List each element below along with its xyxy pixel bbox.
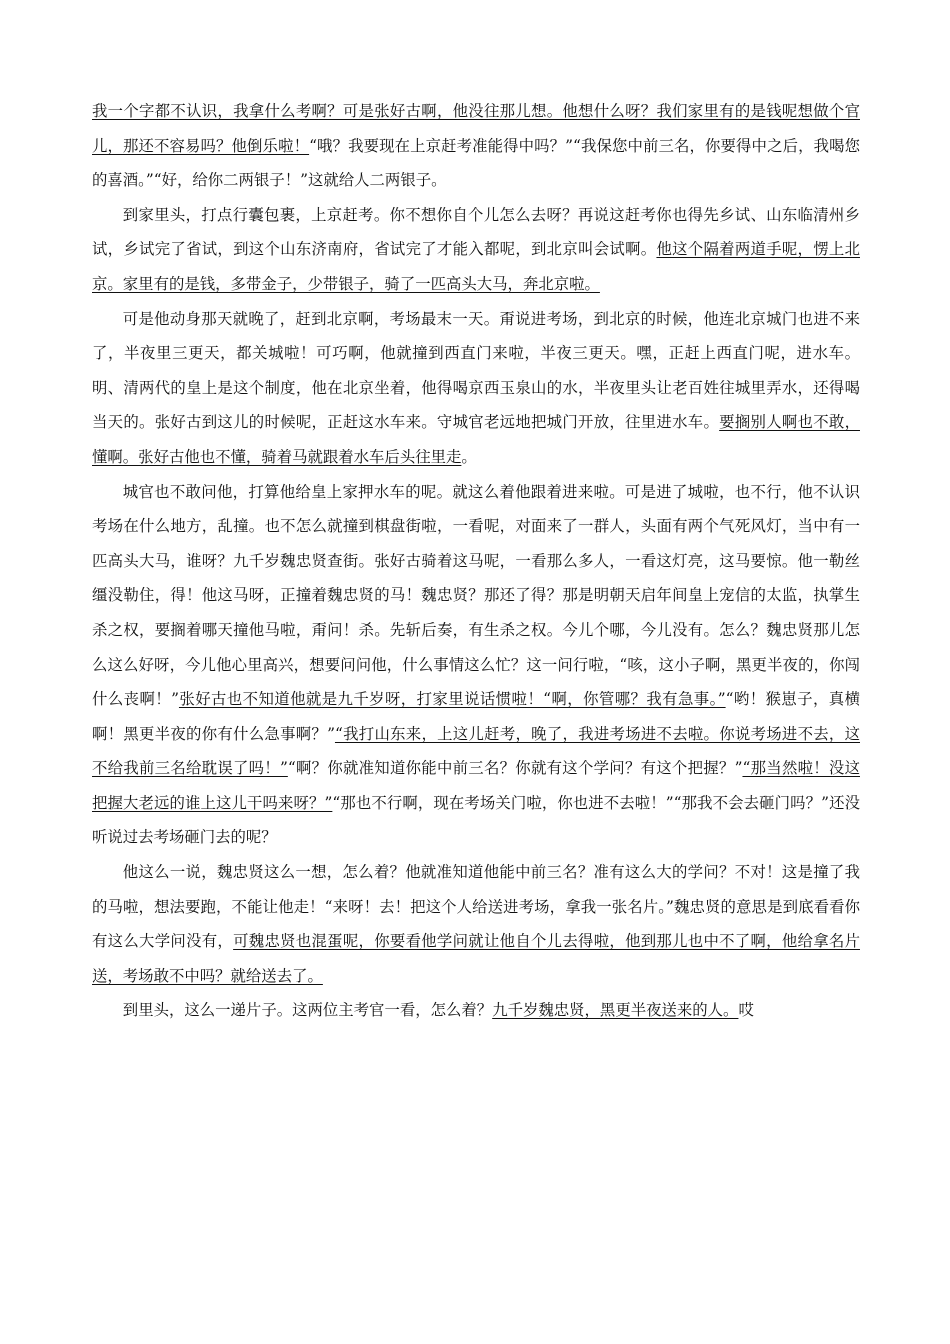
underlined-text: “那当然啦！没这把握大老远的谁上这儿干吗来呀？”: [92, 759, 860, 812]
paragraph-5: [92, 855, 860, 993]
underlined-text: 可魏忠贤也混蛋呢，你要看他学问就让他自个儿去得啦，他到那儿也中不了啊，他给拿名片送，考场敢不中吗？就给送去了。: [92, 932, 860, 985]
underlined-text: 我一个字都不认识，我拿什么考啊？可是张好古啊，他没往那儿想。他想什么呀？我们家里有的是钱呢想做个官儿，那还不容易吗？他倒乐啦！: [92, 102, 860, 155]
text-run: 到家里头，打点行囊包裹，上京赶考。你不想你自个儿怎么去呀？再说这赶考你也得先乡试、山东临清州乡试，乡试完了省试，到这个山东济南府，省试完了才能入都呢，到北京叫会试啊。: [92, 205, 860, 259]
text-run: 到里头，这么一递片子。这两位主考官一看，怎么着？: [122, 1001, 493, 1020]
paragraph-4: [92, 475, 860, 856]
paragraph-1: [92, 94, 860, 198]
underlined-text: 要搁别人啊也不敢，懂啊。张好古他也不懂，骑着马就跟着水车后头往里走: [92, 413, 860, 466]
text-run: 哎: [738, 1001, 754, 1020]
text-run: “哟！猴崽子，真横啊！黑更半夜的你有什么急事啊？”: [92, 690, 860, 743]
text-run: 城官也不敢问他，打算他给皇上家押水车的呢。就这么着他跟着进来啦。可是进了城啦，也不行，他不认识考场在什么地方，乱撞。也不怎么就撞到棋盘街啦，一看呢，对面来了一群人，头面有两个气死风灯，当中有一匹高头大马，谁呀？九千岁魏忠贤查街。张好古骑着这马呢，一看那么多人，一看这灯亮，这马要惊。他一勒丝缰没勒住，得！他这马呀，正撞着魏忠贤的马！魏忠贤？那还了得？那是明朝天启年间皇上宠信的太监，执掌生杀之权，要搁着哪天撞他马啦，甭问！杀。先斩后奏，有生杀之权。今儿个哪，今儿没有。怎么？魏忠贤那儿怎么这么好呀，今儿他心里高兴，想要问问他，什么事情这么忙？这一问行啦，“咳，这小子啊，黑更半夜的，你闯什么丧啊！”: [92, 482, 860, 709]
text-run: 他这么一说，魏忠贤这么一想，怎么着？他就准知道他能中前三名？准有这么大的学问？不对！这是撞了我的马啦，想法要跑，不能让他走！“来呀！去！把这个人给送进考场，拿我一张名片。”魏忠贤的意思是到底看看你有这么大学问没有，: [92, 863, 860, 951]
text-run: “哦？我要现在上京赶考准能得中吗？”“我保您中前三名，你要得中之后，我喝您的喜酒。”“好，给你二两银子！”这就给人二两银子。: [92, 136, 860, 190]
document-page: [92, 94, 860, 1028]
paragraph-2: [92, 198, 860, 302]
paragraph-3: [92, 302, 860, 475]
paragraph-6: [92, 993, 860, 1028]
text-run: 。: [461, 447, 477, 466]
underlined-text: 张好古也不知道他就是九千岁呀，打家里说话惯啦！“啊，你管哪？我有急事。”: [178, 690, 726, 709]
text-run: “啊？你就准知道你能中前三名？你就有这个学问？有这个把握？”: [287, 759, 743, 778]
text-run: “那也不行啊，现在考场关门啦，你也进不去啦！”“那我不会去砸门吗？”还没听说过去考场砸门去的呢？: [92, 793, 860, 847]
text-run: 可是他动身那天就晚了，赶到北京啊，考场最末一天。甭说进考场，到北京的时候，他连北京城门也进不来了，半夜里三更天，都关城啦！可巧啊，他就撞到西直门来啦，半夜三更天。嘿，正赶上西直门呢，进水车。明、清两代的皇上是这个制度，他在北京坐着，他得喝京西玉泉山的水，半夜里头让老百姓往城里弄水，还得喝当天的。张好古到这儿的时候呢，正赶这水车来。守城官老远地把城门开放，往里进水车。: [92, 309, 860, 432]
underlined-text: “我打山东来，上这儿赶考，晚了，我进考场进不去啦。你说考场进不去，这不给我前三名给耽误了吗！”: [92, 724, 860, 778]
underlined-text: 九千岁魏忠贤，黑更半夜送来的人。: [492, 1001, 739, 1020]
underlined-text: 他这个隔着两道手呢，愣上北京。家里有的是钱，多带金子，少带银子，骑了一匹高头大马，奔北京啦。: [92, 240, 860, 293]
